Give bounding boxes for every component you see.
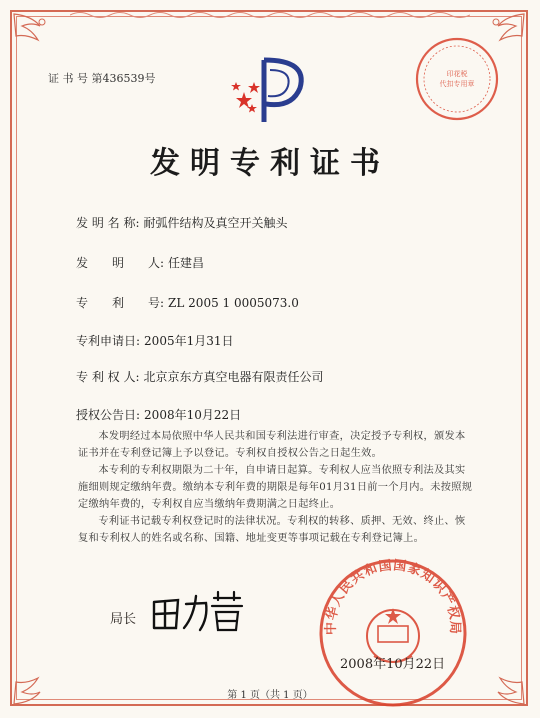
top-decorative-band xyxy=(70,10,470,20)
field-label: 发 明 人: xyxy=(76,256,165,270)
field-patent-number xyxy=(76,294,299,311)
body-paragraph: 专利证书记载专利权登记时的法律状况。专利权的转移、质押、无效、终止、恢复和专利权人的姓名或名称、国籍、地址变更等事项记载在专利登记簿上。 xyxy=(78,516,466,544)
field-grant-date xyxy=(76,406,241,423)
director-signature xyxy=(148,588,248,638)
field-invention-name xyxy=(76,214,288,231)
field-value: 2008年10月22日 xyxy=(144,408,242,422)
field-label: 专 利 权 人: xyxy=(76,370,140,384)
director-label: 局长 xyxy=(110,612,137,627)
svg-text:代扣专用章: 代扣专用章 xyxy=(439,80,475,88)
field-value: 2005年1月31日 xyxy=(144,334,234,348)
patent-office-logo xyxy=(230,52,312,128)
svg-text:中华人民共和国国家知识产权局: 中华人民共和国国家知识产权局 xyxy=(323,558,463,636)
tax-stamp-seal xyxy=(414,36,500,122)
certificate-number: 证 书 号 第436539号 xyxy=(48,72,156,85)
body-paragraph: 本发明经过本局依照中华人民共和国专利法进行审查，决定授予专利权，颁发本证书并在专利登记簿上予以登记。专利权自授权公告之日起生效。 xyxy=(78,431,466,459)
field-value: 耐弧件结构及真空开关触头 xyxy=(143,216,288,230)
field-value: 任建昌 xyxy=(168,256,205,270)
field-label: 专利申请日: xyxy=(76,334,141,348)
body-paragraph: 本专利的专利权期限为二十年，自申请日起算。专利权人应当依照专利法及其实施细则规定缴纳年费。缴纳本专利年费的期限是每年01月31日前一个月内。未按照规定缴纳年费的，专利权自应当缴纳年费期满之日起终止。 xyxy=(78,465,473,510)
field-label: 授权公告日: xyxy=(76,408,141,422)
svg-text:印花税: 印花税 xyxy=(446,70,468,78)
field-inventor xyxy=(76,254,204,271)
corner-ornament-top-left xyxy=(12,12,72,48)
certificate-body xyxy=(78,428,474,547)
field-value: 北京京东方真空电器有限责任公司 xyxy=(143,370,324,384)
certificate-title: 发明专利证书 xyxy=(150,146,390,181)
field-label: 发 明 名 称: xyxy=(76,216,140,230)
field-application-date xyxy=(76,332,234,349)
page-number: 第 1 页（共 1 页） xyxy=(227,690,313,701)
field-label: 专 利 号: xyxy=(76,296,165,310)
field-patentee xyxy=(76,368,324,385)
field-value: ZL 2005 1 0005073.0 xyxy=(168,296,299,310)
seal-date: 2008年10月22日 xyxy=(340,657,446,672)
